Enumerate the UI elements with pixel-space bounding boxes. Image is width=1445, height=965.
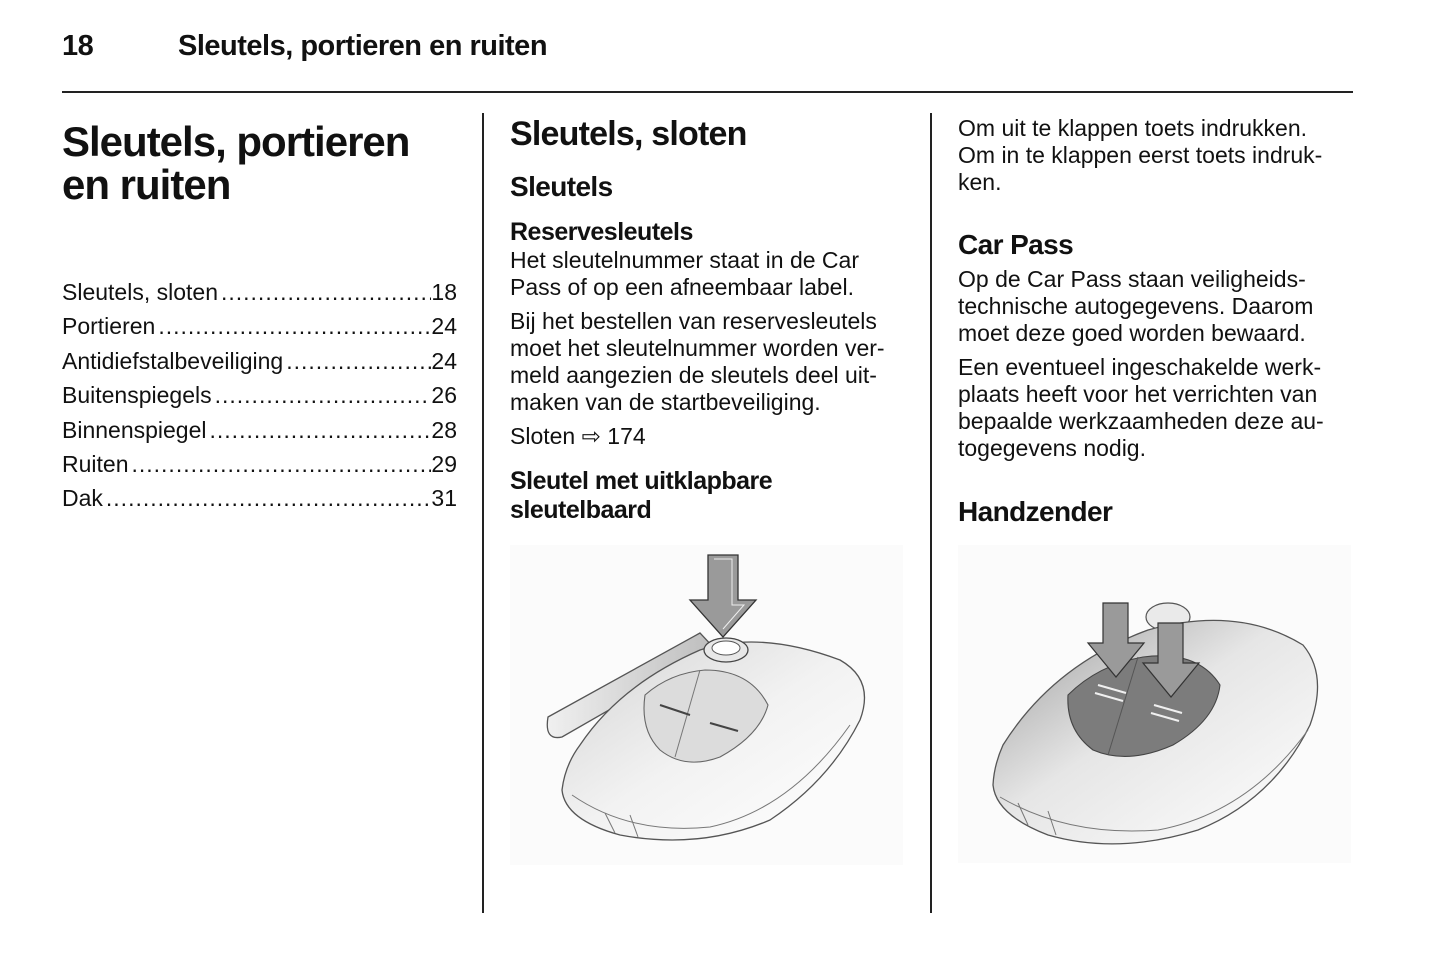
reserve-keys-paragraph-1 xyxy=(510,247,910,301)
text-line: maken van de startbeveiliging. xyxy=(510,389,821,415)
text-line: plaats heeft voor het verrichten van xyxy=(958,381,1318,407)
page-header xyxy=(62,30,1352,90)
toc-page: 26 xyxy=(431,382,457,409)
xref-arrow-icon: ⇨ xyxy=(581,423,601,449)
toc-page: 28 xyxy=(431,416,457,443)
chapter-title xyxy=(62,112,457,206)
text-line: bepaalde werkzaamheden deze au- xyxy=(958,408,1324,434)
toc-entry[interactable] xyxy=(62,481,457,515)
heading-line: sleutelbaard xyxy=(510,496,652,524)
text-line: Pass of op een afneembaar label. xyxy=(510,274,854,300)
foldable-key-heading xyxy=(510,467,910,525)
carpass-paragraph-1 xyxy=(958,266,1353,347)
text-line: moet deze goed worden bewaard. xyxy=(958,320,1306,346)
toc-entry[interactable] xyxy=(62,378,457,412)
text-line: Op de Car Pass staan veiligheids- xyxy=(958,266,1306,292)
text-line: Bij het bestellen van reservesleutels xyxy=(510,308,877,334)
foldable-key-illustration xyxy=(510,545,903,865)
toc-leader xyxy=(128,447,431,481)
reserve-keys-heading: Reservesleutels xyxy=(510,218,693,246)
remote-transmitter-illustration xyxy=(958,545,1351,863)
text-line: technische autogegevens. Daarom xyxy=(958,293,1314,319)
table-of-contents xyxy=(62,275,457,516)
xref-label: Sloten xyxy=(510,423,576,449)
cross-reference[interactable] xyxy=(510,423,910,450)
toc-page: 29 xyxy=(431,451,457,478)
carpass-column xyxy=(958,112,1353,529)
remote-key-icon xyxy=(958,545,1351,863)
text-line: meld aangezien de sleutels deel uit- xyxy=(510,362,877,388)
toc-entry[interactable] xyxy=(62,447,457,481)
toc-leader xyxy=(207,413,432,447)
toc-leader xyxy=(155,309,431,343)
text-line: Een eventueel ingeschakelde werk- xyxy=(958,354,1322,380)
toc-page: 18 xyxy=(431,279,457,305)
toc-leader xyxy=(212,378,432,412)
transmitter-heading: Handzender xyxy=(958,496,1113,527)
column-divider-2 xyxy=(930,113,932,913)
toc-label: Dak xyxy=(62,485,103,512)
fold-instructions-paragraph xyxy=(958,115,1353,196)
foldable-key-icon xyxy=(510,545,903,865)
toc-entry[interactable] xyxy=(62,309,457,343)
toc-leader xyxy=(103,481,432,515)
toc-label: Buitenspiegels xyxy=(62,382,212,409)
toc-entry[interactable] xyxy=(62,413,457,447)
page-number: 18 xyxy=(62,30,94,62)
toc-label: Sleutels, sloten xyxy=(62,279,218,305)
toc-label: Antidiefstalbeveiliging xyxy=(62,347,284,374)
text-line: Om in te klappen eerst toets indruk- xyxy=(958,142,1323,168)
text-line: Om uit te klappen toets indrukken. xyxy=(958,115,1308,141)
heading-line: Sleutel met uitklapbare xyxy=(510,467,773,495)
chapter-column xyxy=(62,112,457,516)
chapter-title-line2: en ruiten xyxy=(62,161,231,208)
toc-page: 24 xyxy=(431,347,457,374)
xref-page: 174 xyxy=(607,423,646,449)
running-title: Sleutels, portieren en ruiten xyxy=(178,30,548,62)
text-line: ken. xyxy=(958,169,1002,195)
text-line: Het sleutelnummer staat in de Car xyxy=(510,247,859,273)
toc-entry[interactable] xyxy=(62,275,457,309)
toc-leader xyxy=(283,344,431,378)
toc-label: Ruiten xyxy=(62,451,129,478)
toc-label: Binnenspiegel xyxy=(62,416,207,443)
toc-label: Portieren xyxy=(62,313,156,340)
toc-leader xyxy=(218,275,431,309)
text-line: togegevens nodig. xyxy=(958,435,1146,461)
section-title: Sleutels, sloten xyxy=(510,115,747,153)
carpass-heading: Car Pass xyxy=(958,229,1074,260)
reserve-keys-paragraph-2 xyxy=(510,308,910,416)
keys-column xyxy=(510,112,910,525)
subsection-title: Sleutels xyxy=(510,171,613,202)
toc-entry[interactable] xyxy=(62,344,457,378)
column-divider-1 xyxy=(482,113,484,913)
toc-page: 24 xyxy=(431,313,457,340)
chapter-title-line1: Sleutels, portieren xyxy=(62,118,410,165)
text-line: moet het sleutelnummer worden ver- xyxy=(510,335,885,361)
toc-page: 31 xyxy=(431,485,457,512)
carpass-paragraph-2 xyxy=(958,354,1353,462)
header-rule xyxy=(62,91,1353,93)
